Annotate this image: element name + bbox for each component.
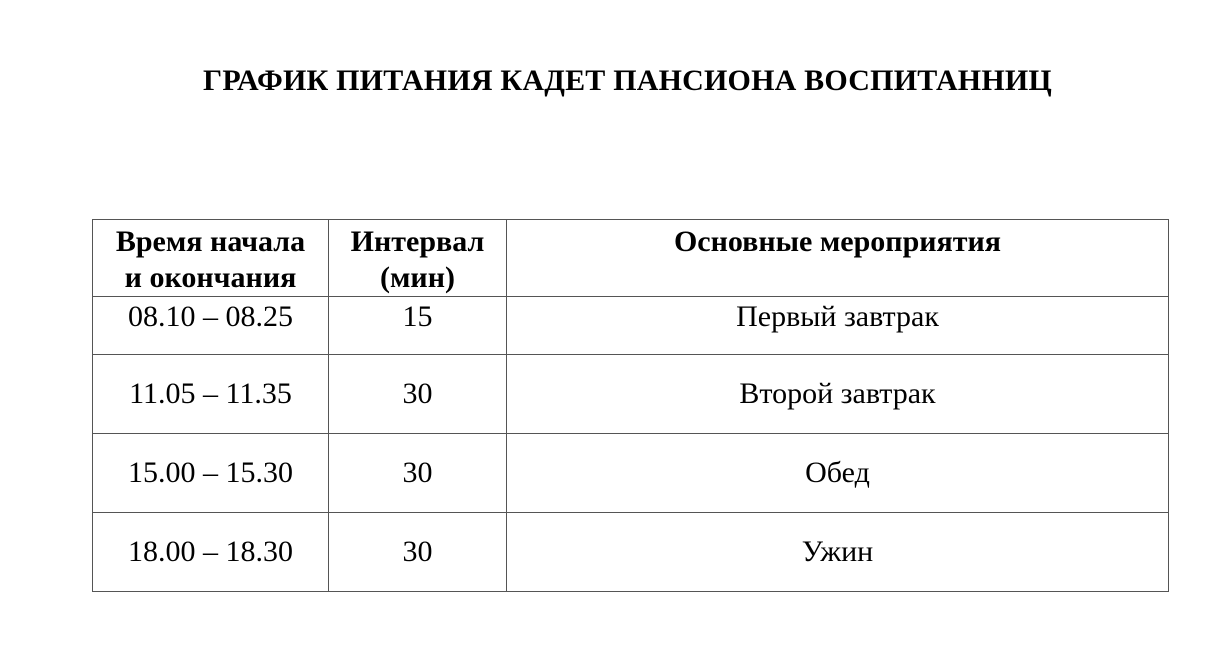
cell-interval: 30 [329,434,507,513]
cell-event: Второй завтрак [507,355,1169,434]
header-interval [329,220,507,297]
cell-time: 18.00 – 18.30 [93,513,329,592]
cell-interval: 15 [329,297,507,355]
cell-event: Первый завтрак [507,297,1169,355]
table-header-row [93,220,1169,297]
table-row [93,513,1169,592]
cell-time: 15.00 – 15.30 [93,434,329,513]
header-time [93,220,329,297]
table-row [93,297,1169,355]
table-row [93,355,1169,434]
header-event [507,220,1169,297]
document-title: ГРАФИК ПИТАНИЯ КАДЕТ ПАНСИОНА ВОСПИТАННИЦ [203,64,1052,97]
table-row [93,434,1169,513]
cell-event: Обед [507,434,1169,513]
cell-time: 08.10 – 08.25 [93,297,329,355]
header-interval-line2: (мин) [380,261,455,294]
cell-interval: 30 [329,513,507,592]
header-interval-line1: Интервал [350,225,485,258]
cell-event: Ужин [507,513,1169,592]
header-time-line1: Время начала [115,225,306,258]
cell-interval: 30 [329,355,507,434]
header-event-label: Основные мероприятия [673,225,1002,258]
header-time-line2: и окончания [124,261,297,294]
meal-schedule-table [92,219,1169,592]
cell-time: 11.05 – 11.35 [93,355,329,434]
